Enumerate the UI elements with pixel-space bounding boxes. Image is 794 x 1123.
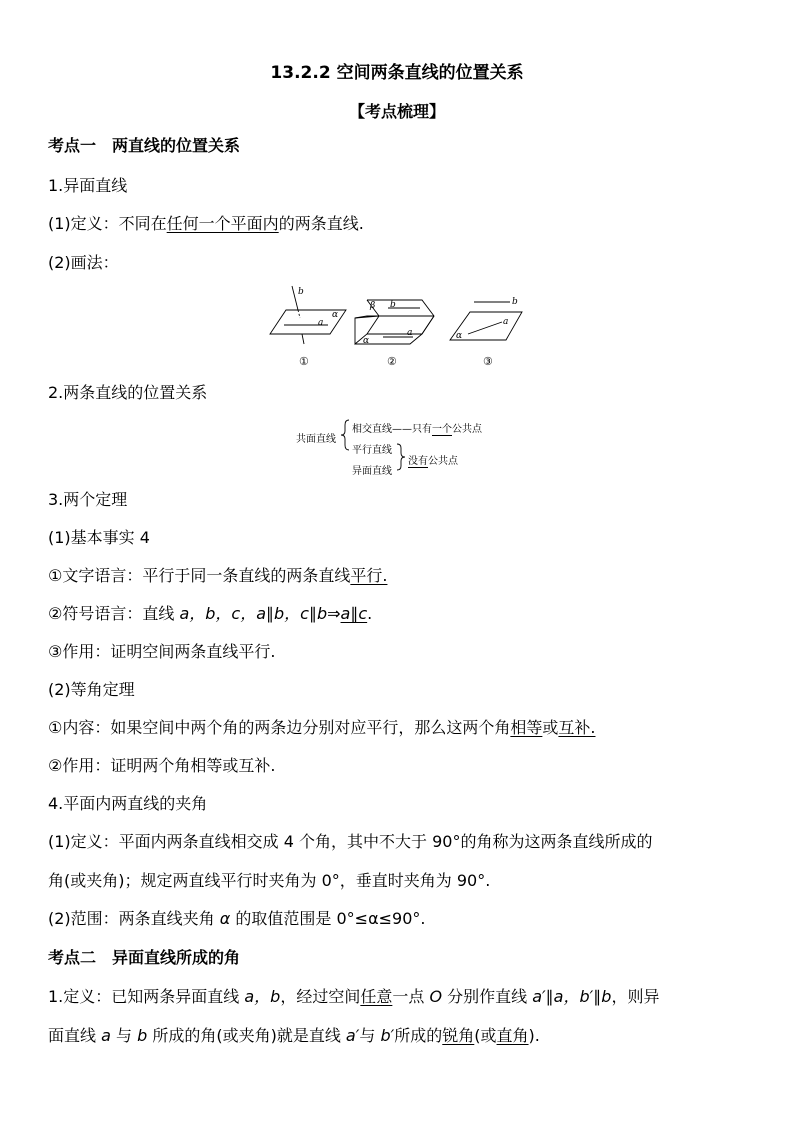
plane-beta-2 [367, 300, 434, 334]
underlined-text: 直角 [496, 1026, 529, 1045]
figure-label-2: ② [387, 355, 397, 368]
math-vars: a，b [244, 987, 281, 1006]
math-var: b [137, 1026, 148, 1045]
angle-definition-1: (1)定义：平面内两条直线相交成 4 个角，其中不大于 90°的角称为这两条直线所成的 [48, 832, 653, 851]
text: 或 [542, 718, 559, 737]
basic-fact-4: (1)基本事实 4 [48, 528, 150, 547]
text: 公共点 [428, 456, 458, 467]
text: 1.定义：已知两条异面直线 [48, 987, 245, 1006]
underlined-text: a∥c [340, 604, 368, 623]
angle-range [48, 906, 425, 929]
page-title: 13.2.2 空间两条直线的位置关系 [270, 63, 524, 83]
line-b-1-lower [302, 334, 304, 344]
skew-angle-def-2 [48, 1023, 540, 1046]
text: 所成的 [394, 1026, 443, 1045]
text: (或 [474, 1026, 497, 1045]
tree-skew: 异面直线 [352, 466, 392, 477]
two-theorems-heading: 3.两个定理 [48, 490, 128, 509]
figure-label-1: ① [299, 355, 309, 368]
tree-root: 共面直线 [296, 434, 336, 445]
underlined-text: 平行. [350, 566, 388, 585]
text: ②符号语言：直线 [48, 604, 180, 623]
underlined-text: 一个 [432, 424, 452, 435]
position-relation-heading: 2.两条直线的位置关系 [48, 383, 208, 402]
word-language [48, 563, 387, 586]
label-b-3: b [512, 297, 518, 307]
label-b-2: b [390, 300, 396, 310]
drawing-method: (2)画法： [48, 253, 119, 272]
figure-label-3: ③ [483, 355, 493, 368]
text: ). [528, 1026, 540, 1045]
angle-definition-2: 角(或夹角)；规定两直线平行时夹角为 0°，垂直时夹角为 90°. [48, 871, 491, 890]
text: 分别作直线 [442, 987, 533, 1006]
underlined-text: 锐角 [442, 1026, 475, 1045]
underlined-text: 没有 [408, 456, 428, 467]
label-beta-2: β [370, 301, 376, 311]
text: (1)定义：不同在 [48, 214, 167, 233]
text: ——只有 [392, 424, 432, 435]
tree-intersect [352, 420, 482, 435]
line-a-3 [468, 322, 502, 334]
label-a-3: a [503, 317, 509, 327]
math-vars: a′∥a，b′∥b [532, 987, 612, 1006]
brace-right [396, 442, 406, 472]
skew-angle-def-1 [48, 984, 659, 1007]
math-var: α [219, 909, 231, 928]
label-b-1: b [298, 287, 304, 297]
skew-lines-heading: 1.异面直线 [48, 176, 128, 195]
label-alpha-1: α [332, 310, 339, 320]
classification-tree [296, 418, 526, 478]
underlined-text: 任意 [360, 987, 393, 1006]
text: 的两条直线. [278, 214, 364, 233]
underlined-text: 相等 [510, 718, 543, 737]
label-alpha-3: α [456, 331, 463, 341]
theorem-content [48, 715, 595, 738]
text: 与 [110, 1026, 138, 1045]
text: 公共点 [452, 424, 482, 435]
text: 相交直线 [352, 424, 392, 435]
text: ，则异 [611, 987, 660, 1006]
text: 所成的角(或夹角)就是直线 [147, 1026, 346, 1045]
label-a-1: a [318, 318, 324, 328]
theorem-usage: ②作用：证明两个角相等或互补. [48, 756, 276, 775]
math-var: b′ [380, 1026, 395, 1045]
text: . [367, 604, 373, 623]
text: ，经过空间 [280, 987, 361, 1006]
underlined-text: 任何一个平面内 [166, 214, 279, 233]
tree-no-common [408, 452, 458, 467]
text: 的取值范围是 0°≤α≤90°. [230, 909, 426, 928]
math-vars: a，b，c，a∥b，c∥b [179, 604, 328, 623]
line-b-1-hidden [298, 310, 300, 318]
symbol-language [48, 601, 372, 624]
text: 一点 [392, 987, 430, 1006]
text: ①文字语言：平行于同一条直线的两条直线 [48, 566, 351, 585]
section-heading: 【考点梳理】 [348, 102, 445, 121]
text: ①内容：如果空间中两个角的两条边分别对应平行，那么这两个角 [48, 718, 511, 737]
brace-left [340, 418, 350, 452]
math-var: O [429, 987, 443, 1006]
implies-symbol: ⇒ [327, 604, 341, 623]
label-alpha-2: α [363, 336, 370, 346]
tree-parallel: 平行直线 [352, 445, 392, 456]
underlined-text: 互补. [558, 718, 596, 737]
equal-angle-theorem: (2)等角定理 [48, 680, 135, 699]
kp1-heading: 考点一 两直线的位置关系 [48, 136, 241, 155]
text: 与 [359, 1026, 381, 1045]
label-a-2: a [407, 328, 413, 338]
math-var: a′ [345, 1026, 360, 1045]
fact4-usage: ③作用：证明空间两条直线平行. [48, 642, 276, 661]
math-var: a [101, 1026, 111, 1045]
text: 面直线 [48, 1026, 102, 1045]
text: (2)范围：两条直线夹角 [48, 909, 220, 928]
plane-angle-heading: 4.平面内两直线的夹角 [48, 794, 208, 813]
kp2-heading: 考点二 异面直线所成的角 [48, 948, 241, 967]
skew-definition [48, 211, 364, 234]
skew-lines-figures [262, 282, 532, 372]
